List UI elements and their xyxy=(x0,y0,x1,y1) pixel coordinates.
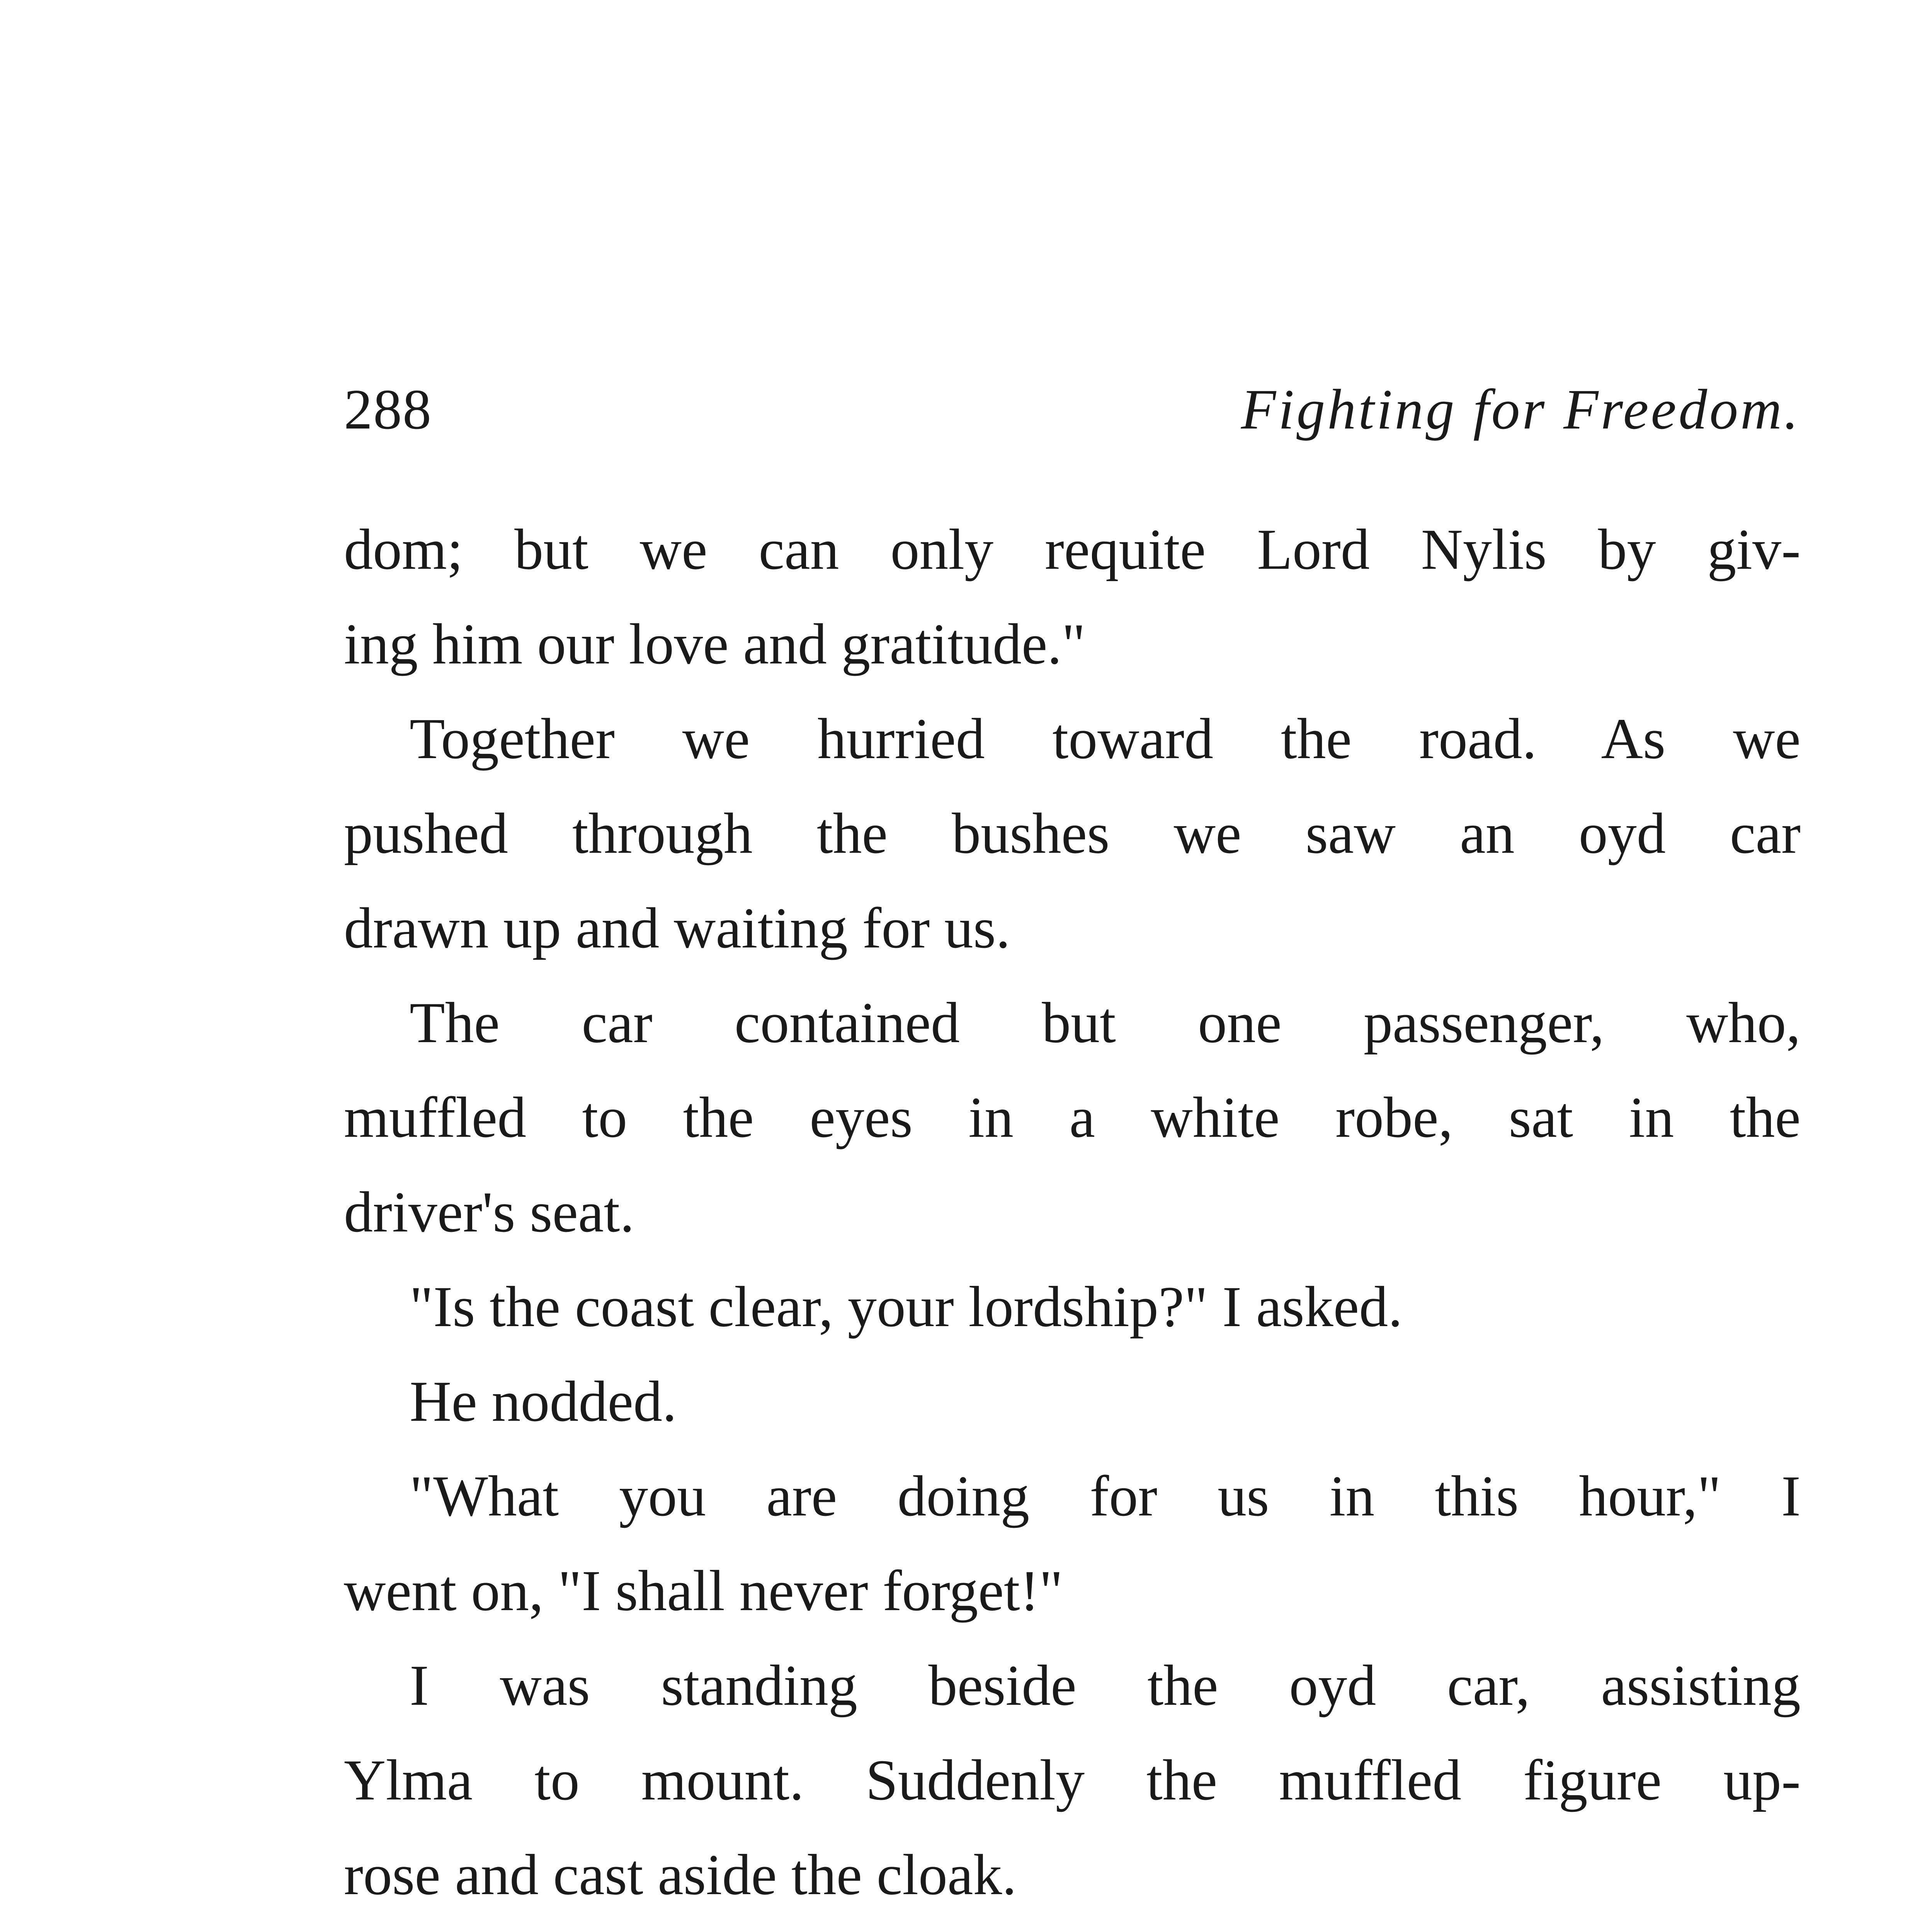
text-line: "What you are doing for us in this hour," I xyxy=(410,1464,1801,1528)
body-text xyxy=(344,502,1801,1932)
page-number: 288 xyxy=(344,378,432,441)
text-line: rose and cast aside the cloak. xyxy=(344,1843,1017,1907)
text-line: ing him our love and gratitude." xyxy=(344,612,1086,676)
text-line: Ylma to mount. Suddenly the muffled figure up- xyxy=(344,1748,1801,1812)
text-line: "Is the coast clear, your lordship?" I asked. xyxy=(410,1275,1403,1339)
text-line: muffled to the eyes in a white robe, sat in the xyxy=(344,1085,1801,1150)
text-line: driver's seat. xyxy=(344,1180,634,1244)
text-line: pushed through the bushes we saw an oyd car xyxy=(344,801,1801,866)
text-line: dom; but we can only requite Lord Nylis by giv- xyxy=(344,517,1801,582)
running-title: Fighting for Freedom. xyxy=(1241,378,1801,441)
text-line: Together we hurried toward the road. As we xyxy=(410,707,1801,771)
text-line: drawn up and waiting for us. xyxy=(344,896,1010,960)
text-line: He nodded. xyxy=(410,1369,677,1434)
running-head xyxy=(344,371,1801,448)
text-line: The car contained but one passenger, who, xyxy=(410,991,1801,1055)
text-line: went on, "I shall never forget!" xyxy=(344,1559,1063,1623)
text-line: I was standing beside the oyd car, assisting xyxy=(410,1653,1801,1718)
text-line xyxy=(344,1922,1801,1932)
